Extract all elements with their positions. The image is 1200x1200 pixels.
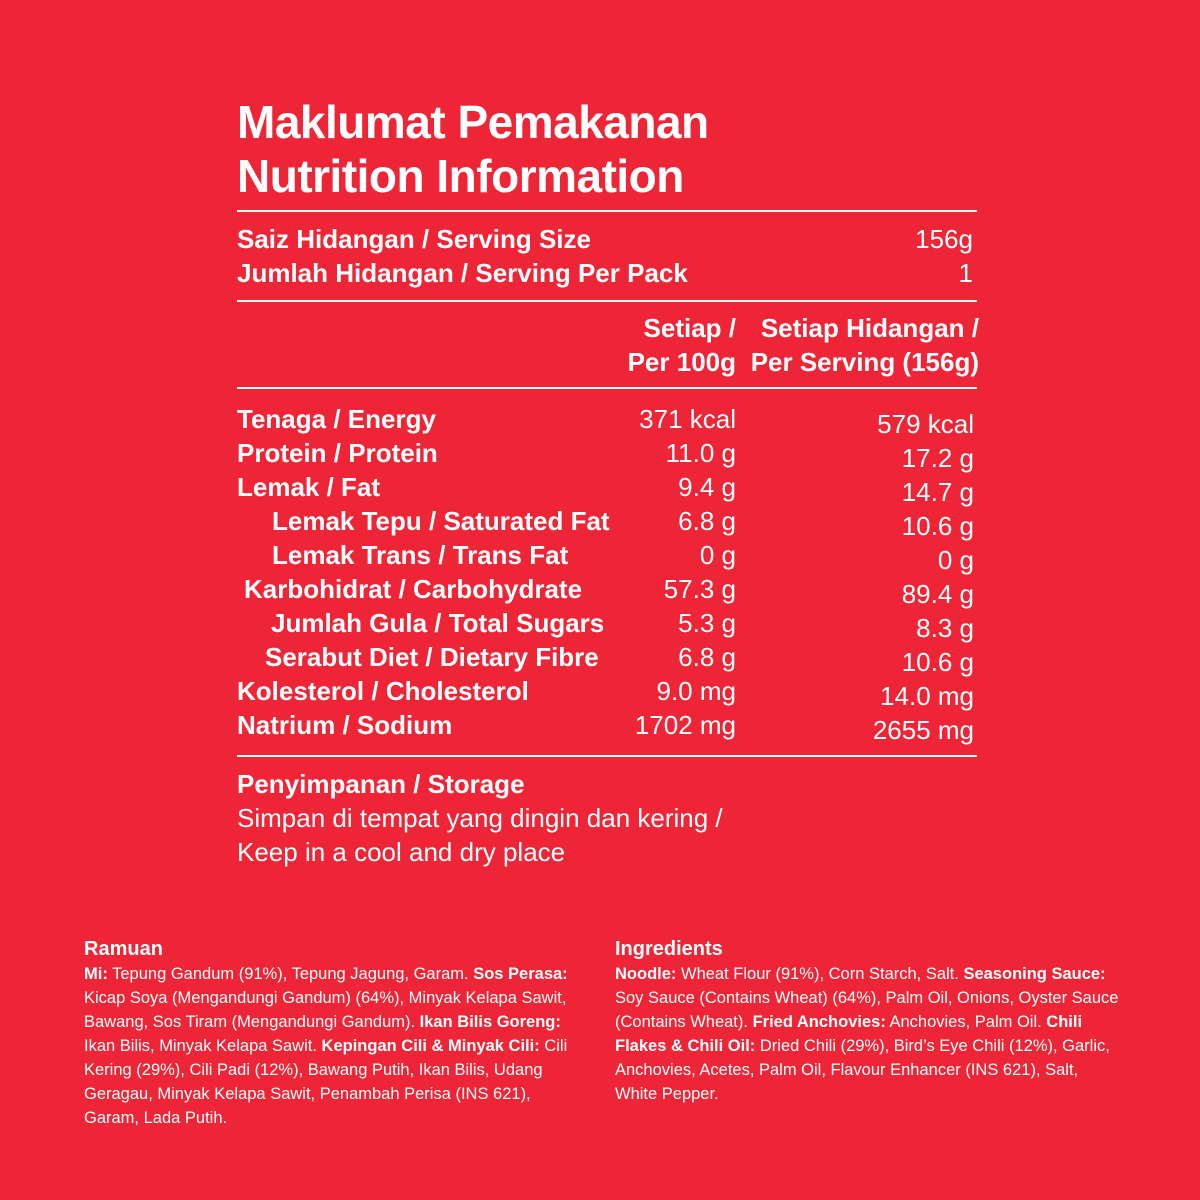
- storage-line-english: Keep in a cool and dry place: [237, 837, 566, 867]
- column-header-per-serving: [751, 311, 979, 379]
- nutrient-value-per-100g: 9.0 mg: [656, 676, 736, 706]
- nutrient-label: Protein / Protein: [237, 438, 438, 468]
- column-header-per-100g-line1: Setiap /: [643, 313, 736, 343]
- divider-serving: [237, 300, 977, 302]
- nutrient-value-per-serving: 10.6 g: [901, 647, 974, 677]
- nutrient-row-fat: [237, 472, 979, 506]
- ingredients-chili-label: Chili Flakes & Chili Oil:: [615, 1013, 1083, 1055]
- ramuan-sos-label: Sos Perasa:: [473, 965, 568, 983]
- nutrient-row-cholesterol: [237, 676, 979, 710]
- nutrient-row-protein: [237, 438, 979, 472]
- ramuan-sos-text: Kicap Soya (Mengandungi Gandum) (64%), Minyak Kelapa Sawit, Bawang, Sos Tiram (Mengandungi Gandum).: [84, 989, 567, 1031]
- nutrient-label: Lemak Trans / Trans Fat: [272, 540, 569, 570]
- nutrient-row-saturated-fat: [237, 506, 979, 540]
- ingredients-heading: Ingredients: [615, 938, 723, 960]
- nutrient-row-sodium: [237, 710, 979, 744]
- nutrient-value-per-serving: 17.2 g: [901, 443, 974, 473]
- ramuan-text: [84, 962, 584, 1130]
- nutrient-value-per-100g: 11.0 g: [665, 438, 736, 468]
- nutrient-value-per-100g: 57.3 g: [663, 574, 736, 604]
- nutrient-value-per-100g: 0 g: [699, 540, 736, 570]
- ingredients-noodle-label: Noodle:: [615, 965, 677, 983]
- ramuan-mi-label: Mi:: [84, 965, 108, 983]
- serving-per-pack-value: 1: [958, 258, 973, 288]
- nutrient-value-per-100g: 1702 mg: [634, 710, 736, 740]
- divider-header: [237, 387, 977, 389]
- ramuan-heading: Ramuan: [84, 938, 163, 960]
- title-english: Nutrition Information: [237, 150, 684, 202]
- ingredients-section: [615, 936, 1120, 1106]
- ingredients-sauce-text: Soy Sauce (Contains Wheat) (64%), Palm Oil, Onions, Oyster Sauce (Contains Wheat).: [615, 989, 1119, 1031]
- nutrient-label: Lemak Tepu / Saturated Fat: [272, 506, 610, 536]
- nutrient-value-per-serving: 10.6 g: [901, 511, 974, 541]
- nutrient-label: Tenaga / Energy: [237, 404, 436, 434]
- ramuan-ikan-label: Ikan Bilis Goreng:: [419, 1013, 561, 1031]
- column-header-per-serving-line1: Setiap Hidangan /: [760, 313, 979, 343]
- ingredients-sauce-label: Seasoning Sauce:: [963, 965, 1106, 983]
- nutrient-label: Lemak / Fat: [237, 472, 381, 502]
- nutrient-value-per-serving: 8.3 g: [916, 613, 974, 643]
- nutrient-value-per-serving: 2655 mg: [872, 715, 974, 745]
- nutrient-value-per-serving: 14.0 mg: [880, 681, 974, 711]
- nutrient-label: Kolesterol / Cholesterol: [237, 676, 529, 706]
- serving-size-label: Saiz Hidangan / Serving Size: [237, 224, 591, 254]
- ramuan-section: [84, 936, 584, 1130]
- storage-heading: Penyimpanan / Storage: [237, 769, 525, 799]
- nutrient-label: Serabut Diet / Dietary Fibre: [265, 642, 599, 672]
- nutrient-value-per-serving: 89.4 g: [901, 579, 974, 609]
- serving-per-pack-label: Jumlah Hidangan / Serving Per Pack: [237, 258, 688, 288]
- nutrient-value-per-serving: 14.7 g: [901, 477, 974, 507]
- nutrient-value-per-100g: 371 kcal: [639, 404, 736, 434]
- ingredients-noodle-text: Wheat Flour (91%), Corn Starch, Salt.: [676, 965, 964, 983]
- nutrient-value-per-serving: 579 kcal: [877, 409, 974, 439]
- ingredients-chili-text: Dried Chili (29%), Bird’s Eye Chili (12%), Garlic, Anchovies, Acetes, Palm Oil, Flavour Enhancer (INS 621), Salt, White Pepper.: [615, 1037, 1110, 1103]
- nutrient-value-per-100g: 9.4 g: [678, 472, 736, 502]
- title-malay: Maklumat Pemakanan: [237, 96, 709, 148]
- nutrient-value-per-100g: 6.8 g: [678, 506, 736, 536]
- ramuan-cili-text: Cili Kering (29%), Cili Padi (12%), Bawang Putih, Ikan Bilis, Udang Geragau, Minyak Kelapa Sawit, Penambah Perisa (INS 621), Garam, Lada Putih.: [84, 1037, 568, 1127]
- storage-line-malay: Simpan di tempat yang dingin dan kering /: [237, 803, 723, 833]
- nutrient-value-per-100g: 6.8 g: [678, 642, 736, 672]
- ingredients-text: [615, 962, 1120, 1106]
- ramuan-mi-text: Tepung Gandum (91%), Tepung Jagung, Garam.: [107, 965, 474, 983]
- nutrient-label: Jumlah Gula / Total Sugars: [271, 608, 605, 638]
- nutrient-row-trans-fat: [237, 540, 979, 574]
- nutrient-row-carbohydrate: [237, 574, 979, 608]
- ramuan-ikan-text: Ikan Bilis, Minyak Kelapa Sawit.: [84, 1037, 322, 1055]
- column-header-per-serving-line2: Per Serving (156g): [750, 347, 979, 377]
- nutrition-title-block: [237, 95, 979, 203]
- ingredients-anchovies-label: Fried Anchovies:: [752, 1013, 886, 1031]
- nutrient-row-energy: [237, 404, 979, 438]
- divider-bottom: [237, 755, 977, 757]
- nutrient-value-per-serving: 0 g: [937, 545, 974, 575]
- serving-size-value: 156g: [915, 224, 973, 254]
- divider-top: [237, 210, 977, 212]
- storage-section: [237, 767, 723, 869]
- ingredients-anchovies-text: Anchovies, Palm Oil.: [885, 1013, 1047, 1031]
- nutrient-label: Karbohidrat / Carbohydrate: [244, 574, 583, 604]
- nutrient-row-dietary-fibre: [237, 642, 979, 676]
- nutrient-label: Natrium / Sodium: [237, 710, 453, 740]
- nutrient-value-per-100g: 5.3 g: [678, 608, 736, 638]
- column-header-per-100g: [628, 311, 736, 379]
- ramuan-cili-label: Kepingan Cili & Minyak Cili:: [321, 1037, 540, 1055]
- nutrient-row-total-sugars: [237, 608, 979, 642]
- column-header-per-100g-line2: Per 100g: [627, 347, 736, 377]
